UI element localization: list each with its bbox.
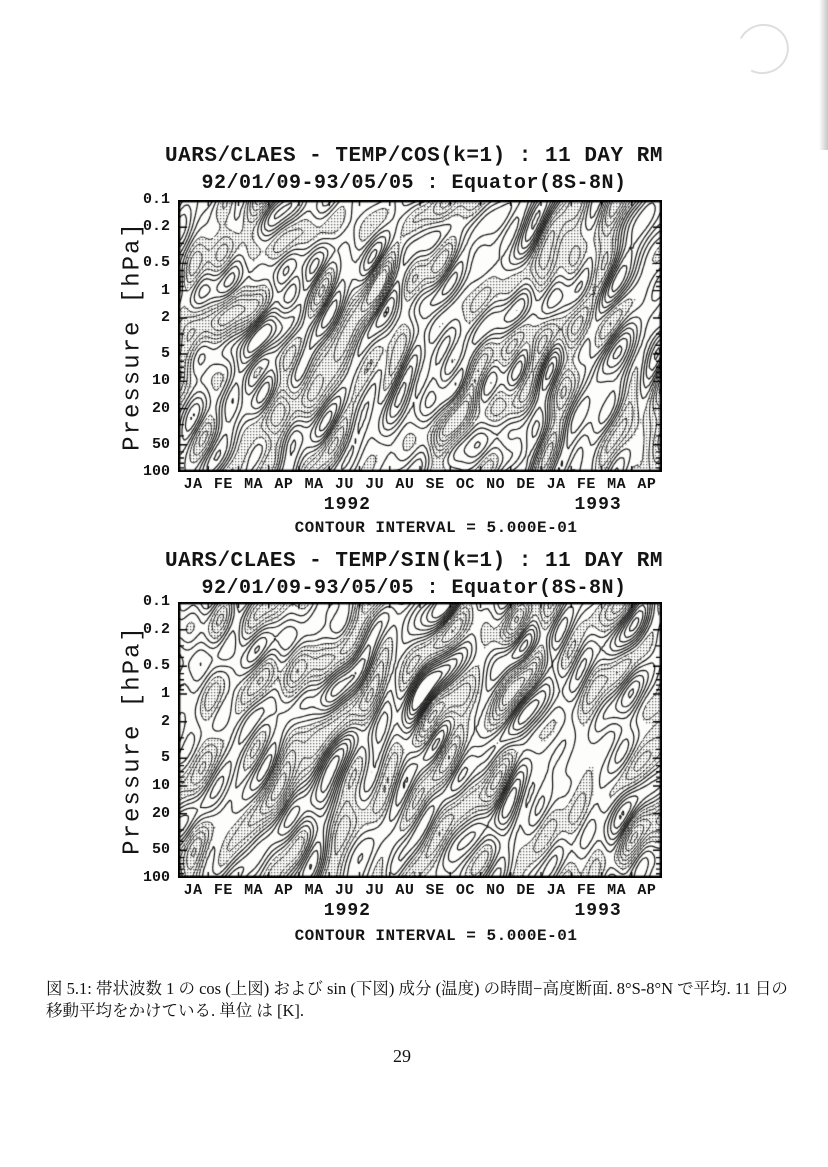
x-tick-label: JU: [334, 476, 354, 493]
x-tick-label: FE: [213, 476, 233, 493]
x-tick-label: DE: [516, 882, 536, 899]
x-tick-label: MA: [304, 882, 324, 899]
contour-interval-note: CONTOUR INTERVAL = 5.000E-01: [294, 927, 578, 945]
x-tick-label: OC: [455, 476, 475, 493]
y-tick-label: 2: [160, 308, 170, 326]
contour-plot-canvas-sin: [178, 602, 662, 878]
y-tick-label: 100: [142, 463, 170, 480]
x-tick-label: AP: [637, 882, 657, 899]
x-tick-label: JA: [183, 882, 203, 899]
contour-interval-note: CONTOUR INTERVAL = 5.000E-01: [294, 519, 578, 537]
figure-caption: 図 5.1: 帯状波数 1 の cos (上図) および sin (下図) 成分 (温度) の時間−高度断面. 8°S-8°N で平均. 11 日の移動平均をかけている. 単位 は [K].: [46, 979, 788, 1020]
y-tick-label: 100: [142, 869, 170, 886]
x-tick-label: FE: [576, 882, 596, 899]
x-tick-label: SE: [425, 476, 445, 493]
y-tick-label: 1: [160, 281, 170, 299]
x-tick-label: MA: [244, 882, 264, 899]
y-tick-label: 50: [151, 435, 170, 453]
y-tick-label: 20: [151, 399, 170, 417]
x-tick-label: JU: [365, 882, 385, 899]
figure-title: UARS/CLAES - TEMP/COS(k=1) : 11 DAY RM: [165, 145, 663, 168]
x-tick-label: AU: [395, 882, 415, 899]
y-tick-label: 50: [151, 841, 170, 859]
x-tick-label: DE: [516, 476, 536, 493]
x-tick-label: NO: [486, 476, 506, 493]
x-tick-label: OC: [455, 882, 475, 899]
y-tick-label: 2: [160, 712, 170, 730]
x-year-label: 1993: [574, 901, 622, 921]
y-tick-label: 10: [151, 372, 170, 390]
figure-subtitle: 92/01/09-93/05/05 : Equator(8S-8N): [201, 577, 627, 600]
x-tick-label: MA: [304, 476, 324, 493]
y-tick-label: 20: [151, 804, 170, 822]
x-year-label: 1993: [574, 495, 622, 515]
y-tick-label: 1: [160, 685, 170, 702]
y-tick-label: 0.2: [142, 218, 170, 236]
x-tick-label: FE: [213, 882, 233, 899]
y-tick-label: 0.1: [142, 191, 170, 208]
y-tick-label: 0.5: [142, 657, 170, 675]
y-tick-label: 10: [151, 777, 170, 794]
x-tick-label: FE: [576, 476, 596, 493]
x-tick-label: JA: [183, 476, 203, 493]
scan-edge-shadow: [819, 0, 828, 150]
x-tick-label: NO: [486, 882, 506, 899]
x-tick-label: JU: [365, 476, 385, 493]
x-tick-label: JU: [334, 882, 354, 899]
y-tick-label: 0.5: [142, 254, 170, 272]
y-tick-label: 5: [160, 345, 170, 363]
x-tick-label: AP: [274, 882, 294, 899]
figure-cos-section: [0, 145, 828, 550]
x-tick-label: MA: [244, 476, 264, 493]
figure-sin-section: [0, 550, 828, 955]
y-axis-title: Pressure [hPa]: [119, 625, 147, 855]
x-tick-label: MA: [607, 882, 627, 899]
page-number: 29: [393, 1046, 411, 1066]
x-year-label: 1992: [323, 495, 371, 515]
y-tick-label: 5: [160, 749, 170, 767]
x-tick-label: AU: [395, 476, 415, 493]
x-tick-label: MA: [607, 476, 627, 493]
y-tick-label: 0.2: [142, 620, 170, 638]
scan-artifact-ring: [731, 17, 796, 81]
x-tick-label: SE: [425, 882, 445, 899]
x-tick-label: AP: [637, 476, 657, 493]
x-tick-label: JA: [546, 476, 566, 493]
y-axis-title: Pressure [hPa]: [119, 221, 147, 451]
x-tick-label: JA: [546, 882, 566, 899]
figure-title: UARS/CLAES - TEMP/SIN(k=1) : 11 DAY RM: [165, 550, 663, 573]
contour-plot-canvas-cos: [178, 200, 662, 472]
y-tick-label: 0.1: [142, 593, 170, 610]
figure-subtitle: 92/01/09-93/05/05 : Equator(8S-8N): [201, 172, 627, 195]
x-tick-label: AP: [274, 476, 294, 493]
x-year-label: 1992: [323, 901, 371, 921]
